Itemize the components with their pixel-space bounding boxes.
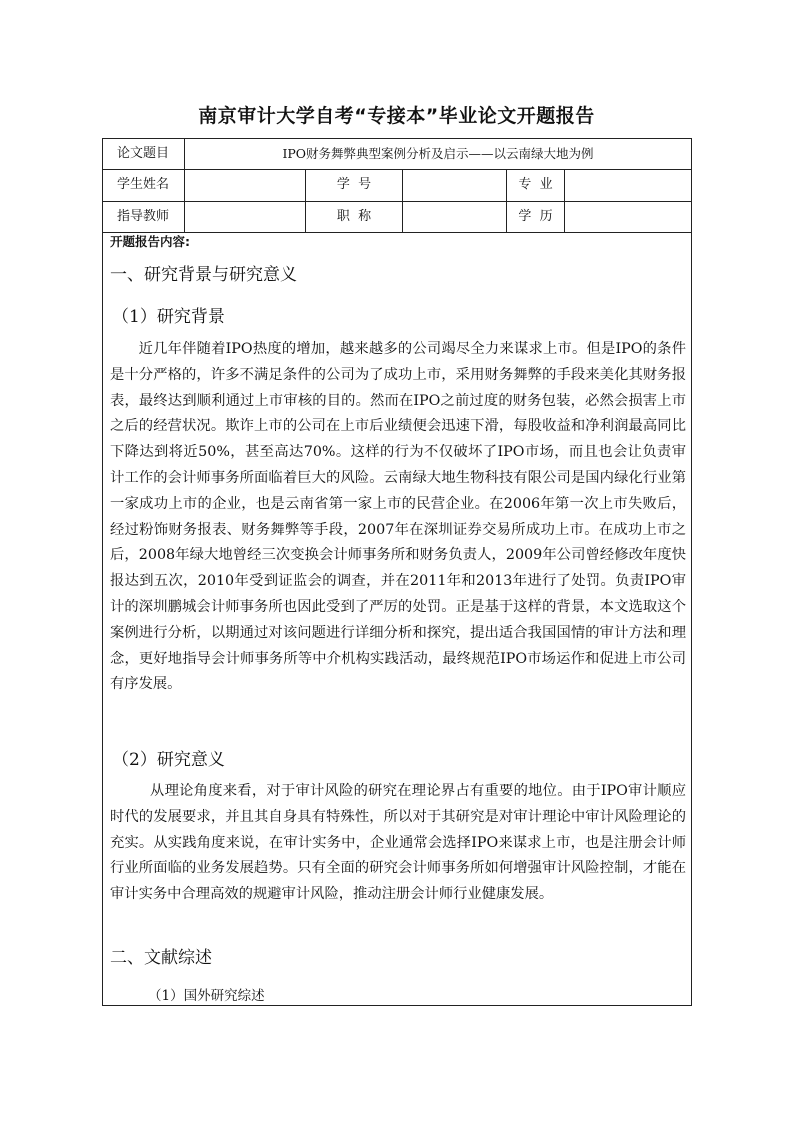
education-field[interactable] xyxy=(565,202,691,232)
table-border-left xyxy=(102,138,103,1006)
student-name-label: 学生姓名 xyxy=(116,177,169,192)
row-divider xyxy=(102,232,692,233)
document-title: 南京审计大学自考“专接本”毕业论文开题报告 xyxy=(198,105,595,127)
section2-heading: 二、文献综述 xyxy=(110,948,212,968)
table-border-right xyxy=(691,138,692,1006)
topic-value[interactable]: IPO财务舞弊典型案例分析及启示——以云南绿大地为例 xyxy=(282,146,594,161)
subsection3-heading: （1）国外研究综述 xyxy=(148,988,265,1004)
subsection2-heading: （2）研究意义 xyxy=(112,750,225,770)
student-id-field[interactable] xyxy=(403,170,506,200)
major-label: 专 业 xyxy=(518,177,553,192)
section1-heading: 一、研究背景与研究意义 xyxy=(110,265,297,285)
table-border-bottom xyxy=(102,1005,692,1006)
advisor-label: 指导教师 xyxy=(116,209,169,224)
student-name-field[interactable] xyxy=(185,170,305,200)
education-label: 学 历 xyxy=(518,209,553,224)
background-paragraph: 近几年伴随着IPO热度的增加，越来越多的公司竭尽全力来谋求上市。但是IPO的条件是十分严格的，许多不满足条件的公司为了成功上市，采用财务舞弊的手段来美化其财务报表，最终达到顺利通过上市审核的目的。然而在IPO之前过度的财务包装，必然会损害上市之后的经营状况。欺诈上市的公司在上市后业绩便会迅速下滑，每股收益和净利润最高同比下降达到将近50%，甚至高达70%。这样的行为不仅破坏了IPO市场，而且也会让负责审计工作的会计师事务所面临着巨大的风险。云南绿大地生物科技有限公司是国内绿化行业第一家成功上市的企业，也是云南省第一家上市的民营企业。在2006年第一次上市失败后，经过粉饰财务报表、财务舞弊等手段，2007年在深圳证券交易所成功上市。在成功上市之后，2008年绿大地曾经三次变换会计师事务所和财务负责人，2009年公司曾经修改年度快报达到五次，2010年受到证监会的调查，并在2011年和2013年进行了处罚。负责IPO审计的深圳鹏城会计师事务所也因此受到了严厉的处罚。正是基于这样的背景，本文选取这个案例进行分析，以期通过对该问题进行详细分析和探究，提出适合我国国情的审计方法和理念，更好地指导会计师事务所等中介机构实践活动，最终规范IPO市场运作和促进上市公司有序发展。 xyxy=(110,341,686,693)
content-label: 开题报告内容: xyxy=(110,234,190,249)
significance-paragraph: 从理论角度来看，对于审计风险的研究在理论界占有重要的地位。由于IPO审计顺应时代的发展要求，并且其自身具有特殊性，所以对于其研究是对审计理论中审计风险理论的充实。从实践角度来说，在审计实务中，企业通常会选择IPO来谋求上市，也是注册会计师行业所面临的业务发展趋势。只有全面的研究会计师事务所如何增强审计风险控制，才能在审计实务中合理高效的规避审计风险，推动注册会计师行业健康发展。 xyxy=(110,783,686,903)
student-id-label: 学 号 xyxy=(336,177,372,192)
professional-title-field[interactable] xyxy=(403,202,506,232)
professional-title-label: 职 称 xyxy=(336,209,372,224)
subsection1-heading: （1）研究背景 xyxy=(112,307,225,327)
topic-label: 论文题目 xyxy=(116,146,169,161)
major-field[interactable] xyxy=(565,170,691,200)
advisor-field[interactable] xyxy=(185,202,305,232)
